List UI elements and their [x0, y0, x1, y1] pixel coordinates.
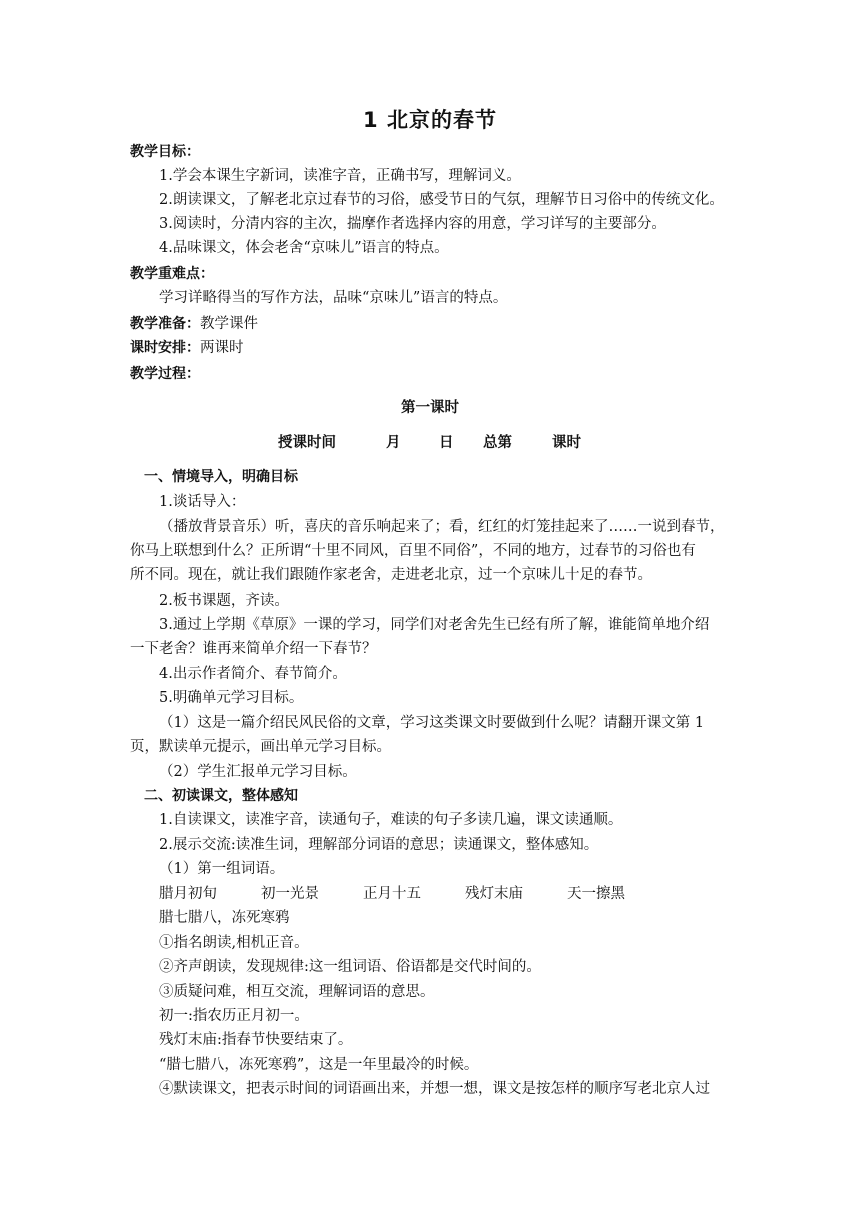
part2-heading: 二、初读课文，整体感知: [144, 788, 298, 804]
paragraph: 5.明确单元学习目标。: [159, 690, 304, 706]
paragraph: ②齐声朗读，发现规律:这一组词语、俗语都是交代时间的。: [159, 959, 541, 975]
paragraph: 腊七腊八，冻死寒鸦: [159, 910, 290, 926]
teaching-prep: [130, 314, 740, 334]
goal-item: 3.阅读时，分清内容的主次，揣摩作者选择内容的用意，学习详写的主要部分。: [159, 216, 666, 232]
paragraph: 页，默读单元提示，画出单元学习目标。: [130, 739, 391, 755]
time-label: 课时安排：: [130, 340, 200, 356]
paragraph: 你马上联想到什么？正所谓“十里不同风，百里不同俗”，不同的地方，过春节的习俗也有: [130, 543, 696, 559]
paragraph: 一下老舍？谁再来简单介绍一下春节？: [130, 641, 377, 657]
time-value: 两课时: [200, 340, 244, 356]
document-title: 1 北京的春节: [363, 108, 497, 132]
prep-value: 教学课件: [200, 316, 258, 332]
word-item: 腊月初旬: [159, 886, 217, 902]
word-item: 正月十五: [363, 886, 421, 902]
word-item: 初一光景: [261, 886, 319, 902]
schedule-period: 课时: [552, 435, 581, 451]
paragraph: ③质疑问难，相互交流，理解词语的意思。: [159, 984, 435, 1000]
goal-item: 4.品味课文，体会老舍“京味儿”语言的特点。: [159, 240, 449, 256]
paragraph: ①指名朗读,相机正音。: [159, 935, 309, 951]
paragraph: 1.谈话导入：: [159, 494, 246, 510]
word-group: [130, 884, 769, 904]
key-points-heading: 教学重难点：: [130, 266, 214, 282]
paragraph: 4.出示作者简介、春节简介。: [159, 666, 347, 682]
key-points-text: 学习详略得当的写作方法，品味“京味儿”语言的特点。: [159, 290, 508, 306]
goal-item: 1.学会本课生字新词，读准字音，正确书写，理解词义。: [159, 168, 521, 184]
schedule-day: 日: [439, 435, 454, 451]
lesson-heading: 第一课时: [401, 400, 459, 416]
goal-item: 2.朗读课文，了解老北京过春节的习俗，感受节日的气氛，理解节日习俗中的传统文化。: [159, 192, 724, 208]
process-heading: 教学过程：: [130, 366, 200, 382]
goals-heading: 教学目标：: [130, 144, 200, 160]
paragraph: ④默读课文，把表示时间的词语画出来，并想一想，课文是按怎样的顺序写老北京人过: [159, 1081, 710, 1097]
word-item: 天一擦黑: [567, 886, 625, 902]
word-item: 残灯末庙: [465, 886, 523, 902]
paragraph: （2）学生汇报单元学习目标。: [159, 764, 357, 780]
paragraph: 初一:指农历正月初一。: [159, 1008, 309, 1024]
paragraph: 2.展示交流:读准生词，理解部分词语的意思；读通课文，整体感知。: [159, 837, 599, 853]
lesson-schedule: [278, 433, 598, 453]
schedule-total: 总第: [483, 435, 512, 451]
paragraph: “腊七腊八，冻死寒鸦”，这是一年里最冷的时候。: [159, 1057, 479, 1073]
schedule-month: 月: [386, 435, 401, 451]
paragraph: 1.自读课文，读准字音，读通句子，难读的句子多读几遍，课文读通顺。: [159, 812, 623, 828]
paragraph: 残灯末庙:指春节快要结束了。: [159, 1032, 353, 1048]
paragraph: 3.通过上学期《草原》一课的学习，同学们对老舍先生已经有所了解，谁能简单地介绍: [159, 617, 710, 633]
paragraph: （播放背景音乐）听，喜庆的音乐响起来了；看，红红的灯笼挂起来了……一说到春节，: [159, 519, 725, 535]
schedule-label: 授课时间: [278, 435, 336, 451]
prep-label: 教学准备：: [130, 316, 200, 332]
paragraph: （1）这是一篇介绍民风民俗的文章，学习这类课文时要做到什么呢？请翻开课文第 1: [159, 715, 705, 731]
paragraph: （1）第一组词语。: [159, 861, 285, 877]
part1-heading: 一、情境导入，明确目标: [144, 469, 298, 485]
lesson-arrangement: [130, 338, 740, 358]
paragraph: 所不同。现在，就让我们跟随作家老舍，走进老北京，过一个京味儿十足的春节。: [130, 567, 652, 583]
paragraph: 2.板书课题，齐读。: [159, 593, 289, 609]
